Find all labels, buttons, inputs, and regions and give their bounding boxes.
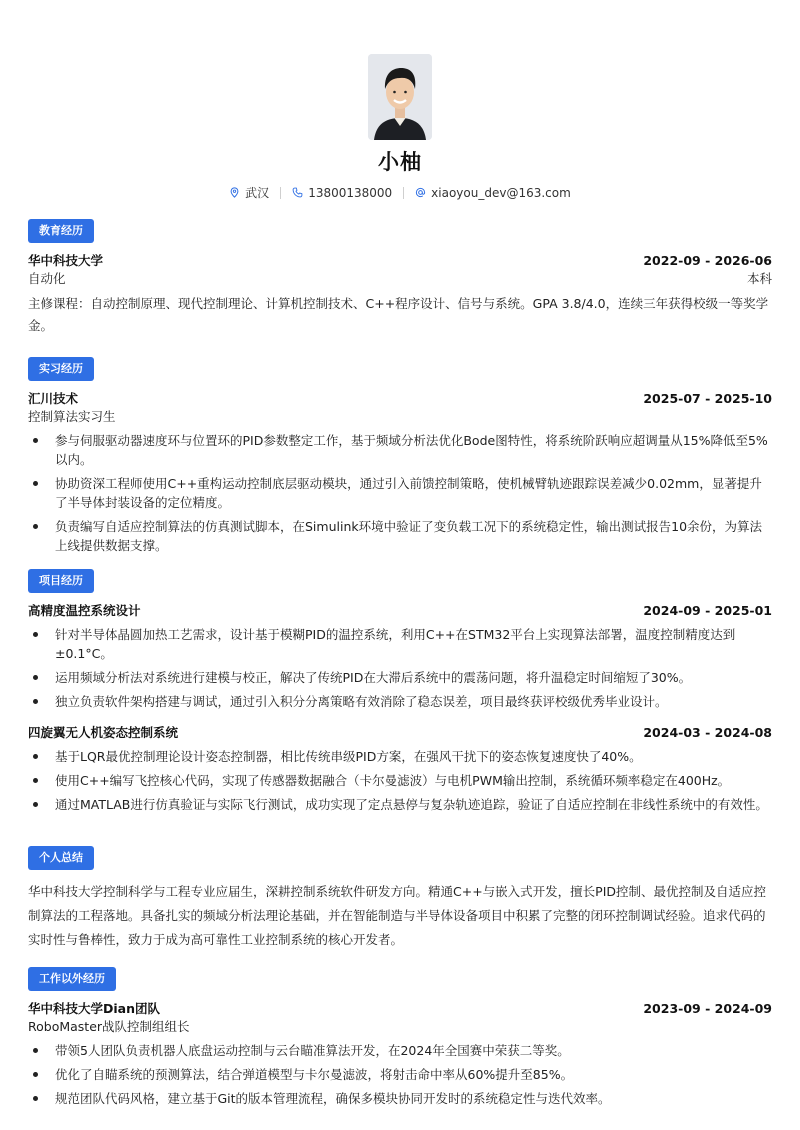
project-bullets	[28, 747, 772, 814]
list-item: 带领5人团队负责机器人底盘运动控制与云台瞄准算法开发，在2024年全国赛中荣获二等奖。	[28, 1041, 772, 1060]
phone-icon	[292, 187, 303, 198]
list-item: 针对半导体晶圆加热工艺需求，设计基于模糊PID的温控系统，利用C++在STM32平台上实现算法部署，温度控制精度达到±0.1°C。	[28, 625, 772, 663]
list-item: 优化了自瞄系统的预测算法，结合弹道模型与卡尔曼滤波，将射击命中率从60%提升至85%。	[28, 1065, 772, 1084]
school-name: 华中科技大学	[28, 253, 104, 268]
contact-info	[0, 184, 800, 201]
summary-section	[28, 846, 772, 952]
project-row	[28, 724, 772, 742]
phone-contact	[292, 186, 392, 200]
project-bullets	[28, 625, 772, 711]
email-contact[interactable]	[415, 186, 571, 200]
section-badge-internship: 实习经历	[28, 357, 94, 381]
section-badge-projects: 项目经历	[28, 569, 94, 593]
project-name: 高精度温控系统设计	[28, 603, 141, 618]
avatar	[368, 54, 432, 140]
project-dates: 2024-09 - 2025-01	[643, 603, 772, 618]
list-item: 运用频域分析法对系统进行建模与校正，解决了传统PID在大滞后系统中的震荡问题，将升温稳定时间缩短了30%。	[28, 668, 772, 687]
location-text: 武汉	[245, 186, 270, 200]
list-item: 独立负责软件架构搭建与调试，通过引入积分分离策略有效消除了稳态误差，项目最终获评校级优秀毕业设计。	[28, 692, 772, 711]
resume-header	[0, 0, 800, 201]
organization-name: 华中科技大学Dian团队	[28, 1001, 160, 1016]
company-name: 汇川技术	[28, 391, 79, 406]
projects-section	[28, 569, 772, 814]
internship-role: 控制算法实习生	[28, 409, 116, 424]
extra-section	[28, 967, 772, 1108]
extra-row	[28, 1000, 772, 1018]
contact-divider	[280, 187, 281, 199]
extra-role: RoboMaster战队控制组组长	[28, 1019, 190, 1034]
education-details: 主修课程：自动控制原理、现代控制理论、计算机控制技术、C++程序设计、信号与系统。GPA 3.8/4.0，连续三年获得校级一等奖学金。	[28, 296, 769, 333]
education-row	[28, 252, 772, 270]
major: 自动化	[28, 271, 66, 286]
summary-text: 华中科技大学控制科学与工程专业应届生，深耕控制系统软件研发方向。精通C++与嵌入式开发，擅长PID控制、最优控制及自适应控制算法的工程落地。具备扎实的频域分析法理论基础，并在智能制造与半导体设备项目中积累了完整的闭环控制调试经验。追求代码的实时性与鲁棒性，致力于成为高可靠性工业控制系统的核心开发者。	[28, 884, 767, 947]
section-badge-summary: 个人总结	[28, 846, 94, 870]
list-item: 负责编写自适应控制算法的仿真测试脚本，在Simulink环境中验证了变负载工况下的系统稳定性，输出测试报告10余份，为算法上线提供数据支撑。	[28, 517, 772, 555]
list-item: 基于LQR最优控制理论设计姿态控制器，相比传统串级PID方案，在强风干扰下的姿态恢复速度快了40%。	[28, 747, 772, 766]
project-name: 四旋翼无人机姿态控制系统	[28, 725, 179, 740]
section-badge-extra: 工作以外经历	[28, 967, 116, 991]
internship-bullets	[28, 431, 772, 555]
internship-section	[28, 357, 772, 555]
list-item: 使用C++编写飞控核心代码，实现了传感器数据融合（卡尔曼滤波）与电机PWM输出控制，系统循环频率稳定在400Hz。	[28, 771, 772, 790]
internship-dates: 2025-07 - 2025-10	[643, 391, 772, 406]
degree: 本科	[746, 271, 772, 286]
section-badge-education: 教育经历	[28, 219, 94, 243]
internship-row	[28, 390, 772, 408]
extra-dates: 2023-09 - 2024-09	[643, 1001, 772, 1016]
list-item: 规范团队代码风格，建立基于Git的版本管理流程，确保多模块协同开发时的系统稳定性与迭代效率。	[28, 1089, 772, 1108]
list-item: 协助资深工程师使用C++重构运动控制底层驱动模块，通过引入前馈控制策略，使机械臂轨迹跟踪误差减少0.02mm，显著提升了半导体封装设备的定位精度。	[28, 474, 772, 512]
email-text[interactable]: xiaoyou_dev@163.com	[431, 185, 571, 200]
project-dates: 2024-03 - 2024-08	[643, 725, 772, 740]
location-contact	[229, 184, 269, 201]
education-major-row	[28, 270, 772, 288]
project-row	[28, 602, 772, 620]
list-item: 通过MATLAB进行仿真验证与实际飞行测试，成功实现了定点悬停与复杂轨迹追踪，验证了自适应控制在非线性系统中的有效性。	[28, 795, 772, 814]
candidate-name: 小柚	[378, 150, 422, 174]
education-dates: 2022-09 - 2026-06	[643, 253, 772, 268]
phone-text: 13800138000	[308, 185, 393, 200]
extra-bullets	[28, 1041, 772, 1108]
education-section	[28, 219, 772, 337]
contact-divider	[403, 187, 404, 199]
email-at-icon	[415, 187, 426, 198]
location-pin-icon	[229, 187, 240, 198]
list-item: 参与伺服驱动器速度环与位置环的PID参数整定工作，基于频域分析法优化Bode图特性，将系统阶跃响应超调量从15%降低至5%以内。	[28, 431, 772, 469]
